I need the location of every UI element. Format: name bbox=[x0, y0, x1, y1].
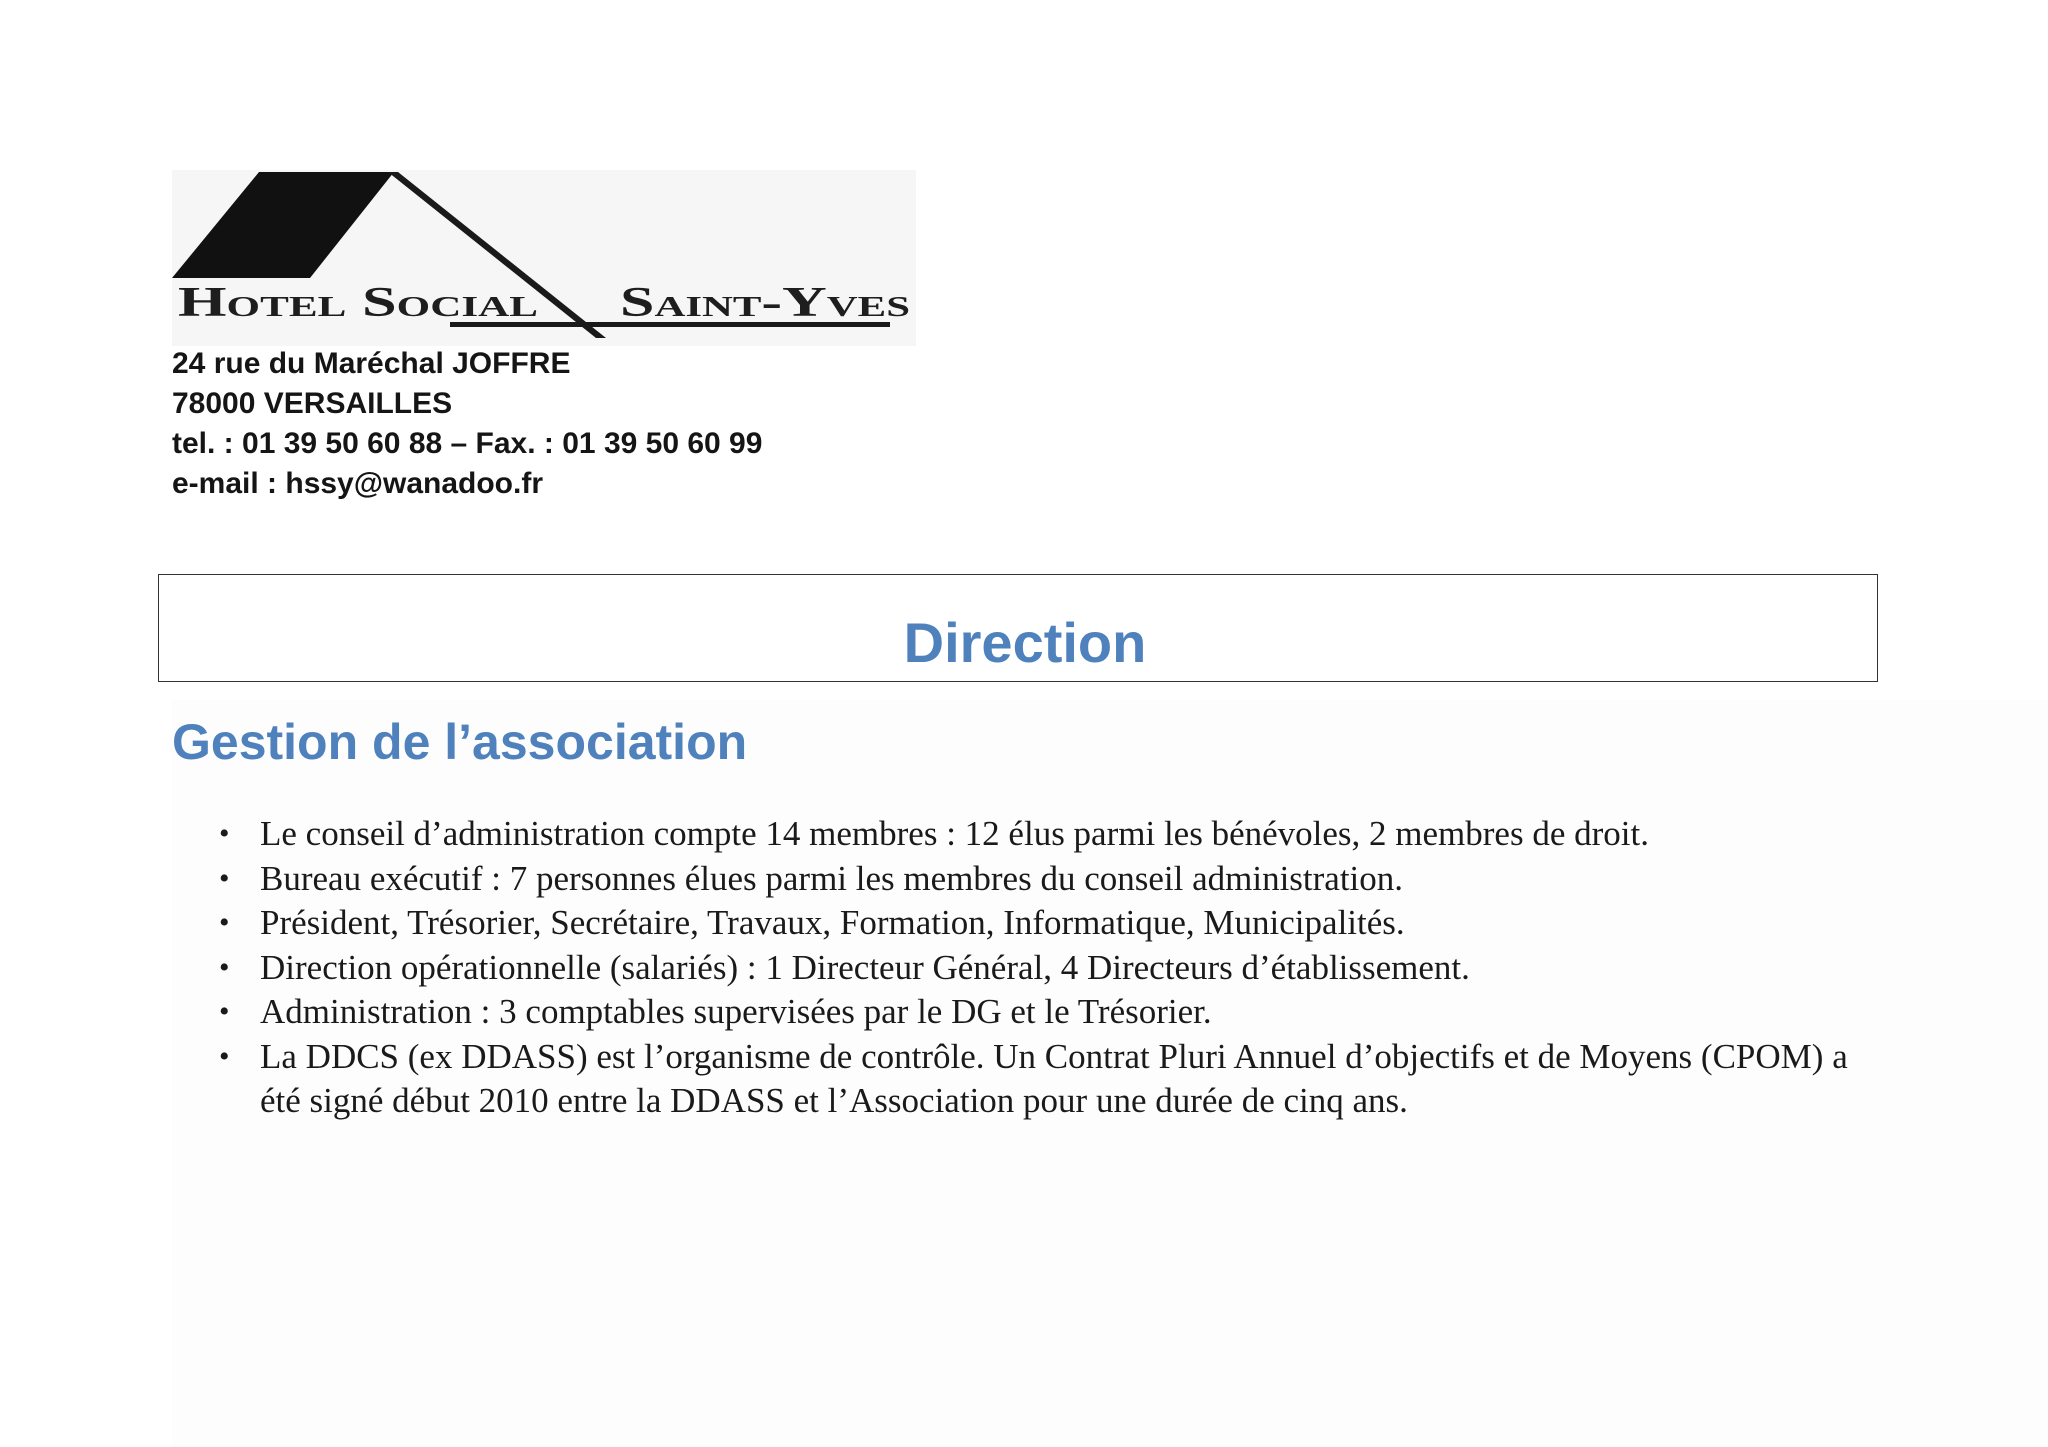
street-address: 24 rue du Maréchal JOFFRE bbox=[172, 347, 571, 380]
list-item bbox=[204, 857, 1884, 902]
list-item bbox=[204, 812, 1884, 857]
list-item bbox=[204, 990, 1884, 1035]
page-title: Direction bbox=[903, 611, 1147, 674]
bullet-icon: • bbox=[219, 1039, 230, 1073]
list-item-text: Bureau exécutif : 7 personnes élues parmi les membres du conseil administration. bbox=[260, 858, 1404, 898]
svg-text:Saint-Yves: Saint-Yves bbox=[620, 280, 910, 326]
bullet-icon: • bbox=[219, 817, 230, 850]
hotel-social-saint-yves-logo bbox=[172, 170, 916, 346]
list-item-text: Direction opérationnelle (salariés) : 1 Directeur Général, 4 Directeurs d’établissement. bbox=[260, 947, 1470, 987]
list-item bbox=[204, 1035, 1884, 1124]
bullet-icon: • bbox=[219, 861, 230, 895]
list-item-text: Administration : 3 comptables supervisées par le DG et le Trésorier. bbox=[260, 992, 1212, 1031]
bullet-icon: • bbox=[219, 995, 230, 1028]
city-postcode: 78000 VERSAILLES bbox=[172, 387, 453, 420]
email-address: e-mail : hssy@wanadoo.fr bbox=[172, 467, 544, 500]
list-item bbox=[204, 901, 1884, 946]
svg-text:Hotel Social: Hotel Social bbox=[178, 280, 538, 326]
phone-fax: tel. : 01 39 50 60 88 – Fax. : 01 39 50 60 99 bbox=[172, 427, 763, 460]
list-item-text: Le conseil d’administration compte 14 membres : 12 élus parmi les bénévoles, 2 membres de droit. bbox=[260, 814, 1649, 853]
list-item-text: La DDCS (ex DDASS) est l’organisme de contrôle. Un Contrat Pluri Annuel d’objectifs et de Moyens (CPOM) a été signé début 2010 entre la DDASS et l’Association pour une durée de cinq ans. bbox=[260, 1036, 1848, 1120]
list-item bbox=[204, 946, 1884, 991]
bullet-icon: • bbox=[219, 950, 230, 984]
bullet-icon: • bbox=[219, 906, 230, 939]
bullet-list bbox=[204, 812, 1884, 1124]
address-block bbox=[172, 344, 762, 504]
list-item-text: Président, Trésorier, Secrétaire, Travaux, Formation, Informatique, Municipalités. bbox=[260, 903, 1405, 942]
section-heading: Gestion de l’association bbox=[172, 714, 748, 770]
